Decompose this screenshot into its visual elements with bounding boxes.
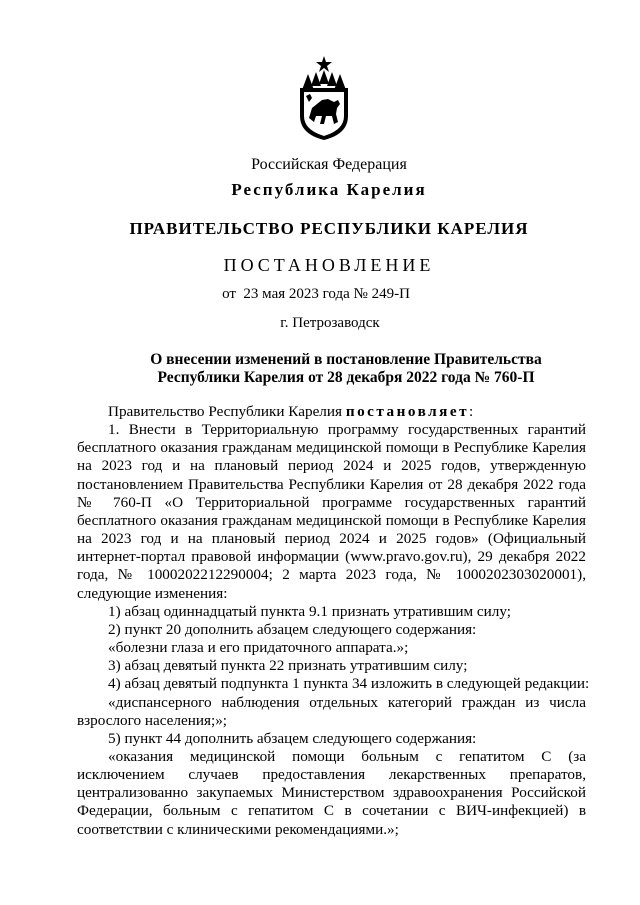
subject-line-1: О внесении изменений в постановление Правительства: [150, 351, 542, 368]
quote-4: «диспансерного наблюдения отдельных категорий граждан из числа взрослого населения;»;: [77, 693, 586, 729]
document-type: ПОСТАНОВЛЕНИЕ: [223, 255, 435, 275]
karelia-coat-of-arms-icon: [296, 56, 352, 140]
document-body: [77, 403, 590, 839]
intro-suffix: :: [469, 403, 474, 420]
intro-prefix: Правительство Республики Карелия: [108, 403, 346, 420]
subitem-1: 1) абзац одиннадцатый пункта 9.1 признать утратившим силу;: [108, 602, 511, 620]
subitem-3: 3) абзац девятый пункта 22 признать утратившим силу;: [108, 657, 468, 675]
intro-paragraph: [77, 403, 586, 421]
subitem-2: 2) пункт 20 дополнить абзацем следующего содержания:: [108, 620, 477, 638]
subitem-4: 4) абзац девятый подпункта 1 пункта 34 изложить в следующей редакции:: [108, 675, 590, 693]
country-name: Российская Федерация: [251, 156, 407, 173]
subitem-5: 5) пункт 44 дополнить абзацем следующего содержания:: [108, 729, 477, 747]
subject-line-2: Республики Карелия от 28 декабря 2022 года № 760-П: [157, 369, 535, 386]
government-title: ПРАВИТЕЛЬСТВО РЕСПУБЛИКИ КАРЕЛИЯ: [129, 219, 529, 238]
quote-5: «оказания медицинской помощи больным с гепатитом С (за исключением случаев предоставления лекарственных препаратов, централизованно закупаемых Министерством здравоохранения Российской Федерации, больным с гепатитом С в сочетании с ВИЧ-инфекцией) в соответствии с клиническими рекомендациями.»;: [77, 747, 586, 838]
document-date: от 23 мая 2023 года № 249-П: [222, 286, 410, 302]
quote-2: «болезни глаза и его придаточного аппарата.»;: [108, 639, 409, 657]
republic-name: Республика Карелия: [231, 180, 427, 199]
item-1-paragraph: 1. Внести в Территориальную программу государственных гарантий бесплатного оказания гражданам медицинской помощи в Республике Карелия на 2023 год и на плановый период 2024 и 2025 годов, утвержденную постановлением Правительства Республики Карелия от 28 декабря 2022 года № 760-П «О Территориальной программе государственных гарантий бесплатного оказания гражданам медицинской помощи в Республике Карелия на 2023 год и на плановый период 2024 и 2025 годов» (Официальный интернет-портал правовой информации (www.pravo.gov.ru), 29 декабря 2022 года, № 1000202212290004; 2 марта 2023 года, № 1000202303020001), следующие изменения:: [77, 421, 586, 602]
intro-resolves: постановляет: [345, 403, 470, 420]
document-subject: [146, 351, 546, 387]
document-city: г. Петрозаводск: [280, 315, 380, 331]
